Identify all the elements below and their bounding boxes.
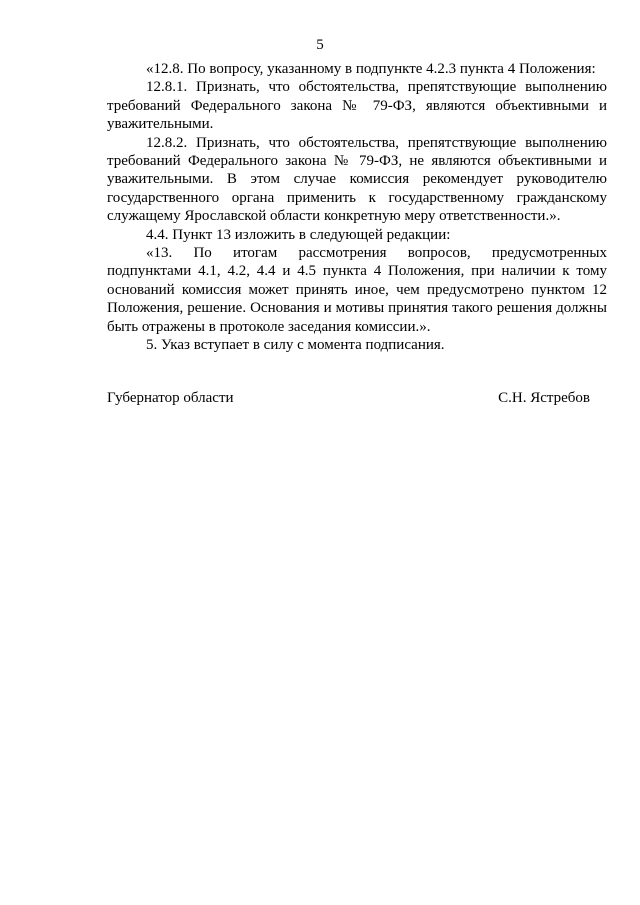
paragraph-12-8-2: 12.8.2. Признать, что обстоятельства, препятствующие выполнению требований Федерального закона № 79-ФЗ, не являются объективными и уважительными. В этом случае комиссия рекомендует руководителю государственного органа применить к государственному гражданскому служащему Ярославской области конкретную меру ответственности.».	[107, 134, 607, 225]
paragraph-13: «13. По итогам рассмотрения вопросов, предусмотренных подпунктами 4.1, 4.2, 4.4 и 4.5 пункта 4 Положения, при наличии к тому оснований комиссия может принять иное, чем предусмотрено пунктом 12 Положения, решение. Основания и мотивы принятия такого решения должны быть отражены в протоколе заседания комиссии.».	[107, 245, 607, 335]
signatory-name: С.Н. Ястребов	[498, 390, 590, 406]
signatory-position: Губернатор области	[107, 390, 234, 406]
document-body	[107, 60, 607, 355]
signature-block	[107, 389, 590, 407]
page-number: 5	[316, 37, 324, 53]
paragraph-12-8-1: 12.8.1. Признать, что обстоятельства, препятствующие выполнению требований Федерального закона № 79-ФЗ, являются объективными и уважительными.	[107, 79, 607, 133]
paragraph-5: 5. Указ вступает в силу с момента подписания.	[146, 337, 445, 354]
paragraph-12-8: «12.8. По вопросу, указанному в подпункте 4.2.3 пункта 4 Положения:	[146, 61, 596, 77]
paragraph-4-4: 4.4. Пункт 13 изложить в следующей редакции:	[146, 226, 451, 243]
